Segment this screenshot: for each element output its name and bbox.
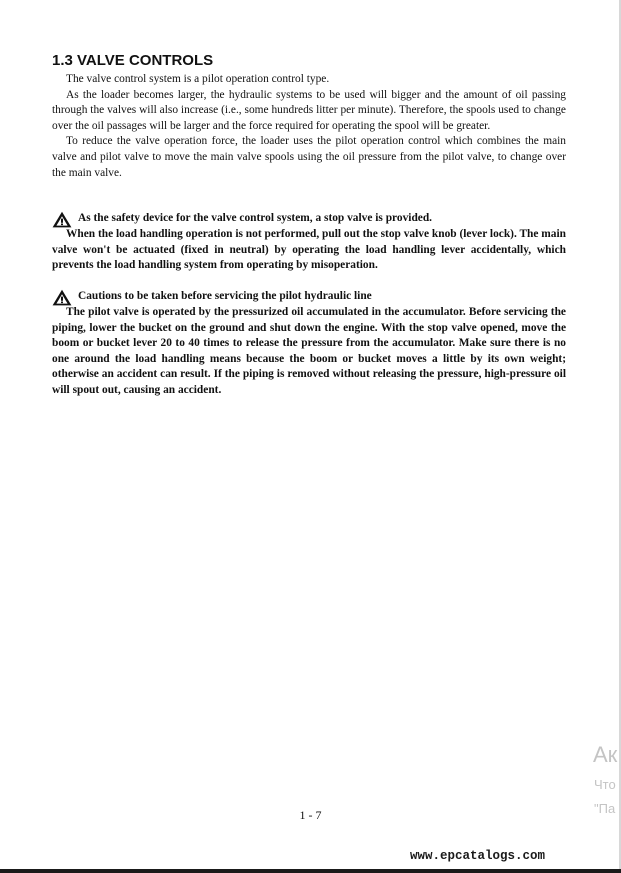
caution-icon <box>52 289 72 306</box>
warning-heading-row <box>52 211 566 227</box>
activation-line-1: Ак <box>593 742 618 767</box>
warning-body: The pilot valve is operated by the pressurized oil accumulated in the accumulator. Before servicing the piping, lower the bucket on the ground and shut down the engine. With the stop valve opened, move the boom or bucket lever 20 to 40 times to release the pressure from the accumulator. Make sure there is no one around the load handling means because the boom or bucket moves a little by its own weight; otherwise an accident can result. If the piping is removed without releasing the pressure, high-pressure oil will spout out, causing an accident. <box>52 306 566 396</box>
paragraph-hydraulic-size: As the loader becomes larger, the hydraulic systems to be used will bigger and the amount of oil passing through the valves will also increase (i.e., some hundreds litter per minute). Therefore, the spools used to change over the oil passages will be larger and the force required for operating the spool will be greater. <box>52 88 566 132</box>
section-title: 1.3 VALVE CONTROLS <box>52 52 214 69</box>
watermark-url: www.epcatalogs.com <box>410 849 546 863</box>
warning-heading: As the safety device for the valve control system, a stop valve is provided. <box>78 212 433 225</box>
warning-pilot-line <box>52 289 566 399</box>
body-text <box>52 72 566 181</box>
warning-stop-valve <box>52 211 566 274</box>
activation-line-3: "Па <box>594 801 616 816</box>
warning-body: When the load handling operation is not performed, pull out the stop valve knob (lever lock). The main valve won't be actuated (fixed in neutral) by operating the load handling lever accidentally, which prevents the load handling system from operating by misoperation. <box>52 228 566 272</box>
bottom-rule <box>0 869 621 873</box>
warning-heading: Cautions to be taken before servicing the pilot hydraulic line <box>78 290 372 303</box>
page-number: 1 - 7 <box>299 808 322 822</box>
warning-heading-row <box>52 289 566 305</box>
activation-line-2: Что <box>594 777 616 792</box>
paragraph-pilot-control: To reduce the valve operation force, the loader uses the pilot operation control which combines the main valve and pilot valve to move the main valve spools using the oil pressure from the pilot valve, to change over the main valve. <box>52 135 566 179</box>
caution-icon <box>52 211 72 228</box>
paragraph-intro: The valve control system is a pilot operation control type. <box>66 73 330 85</box>
